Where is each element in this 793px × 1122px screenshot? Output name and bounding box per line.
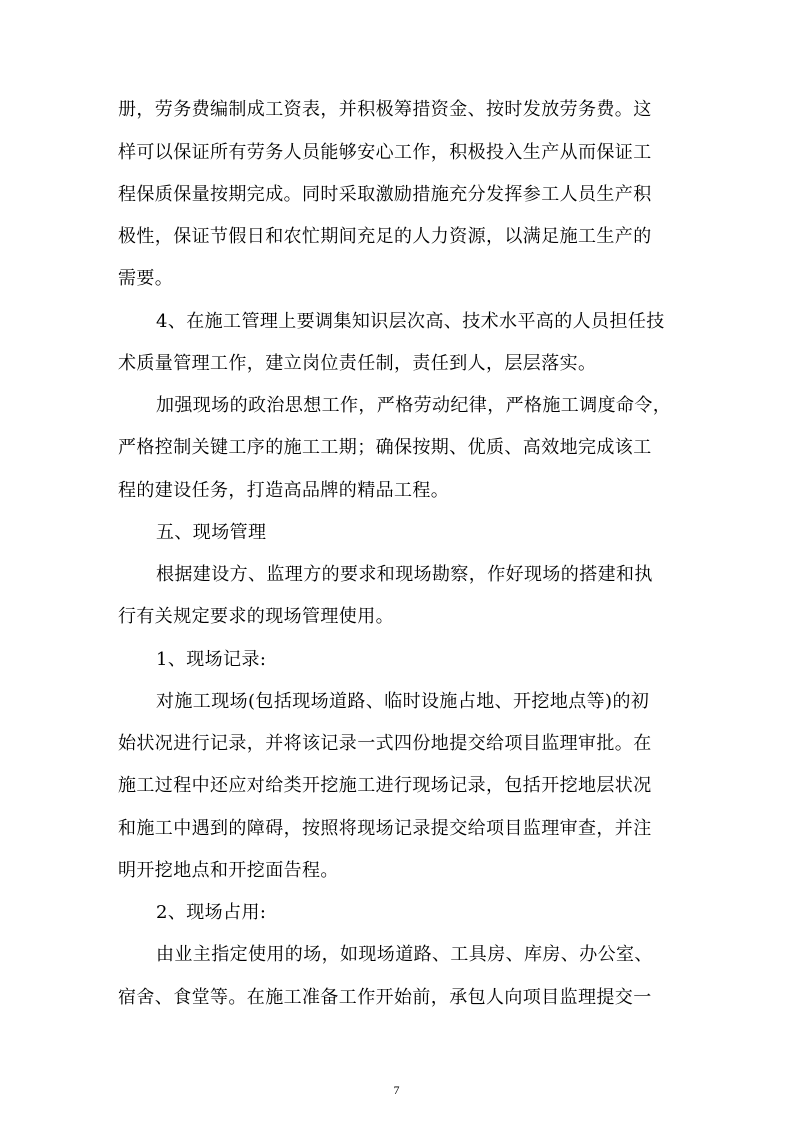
text-line: 宿舍、食堂等。在施工准备工作开始前，承包人向项目监理提交一	[118, 987, 652, 1008]
text-line: 术质量管理工作，建立岗位责任制，责任到人，层层落实。	[118, 353, 597, 374]
text-line: 需要。	[118, 268, 174, 289]
text-line: 明开挖地点和开挖面告程。	[118, 860, 339, 881]
text-line: 由业主指定使用的场，如现场道路、工具房、库房、办公室、	[156, 944, 653, 965]
section-heading: 五、现场管理	[156, 522, 267, 543]
text-line: 程保质保量按期完成。同时采取激励措施充分发挥参工人员生产积	[118, 184, 652, 205]
subsection-heading: 2、现场占用:	[156, 902, 267, 923]
text-line: 行有关规定要求的现场管理使用。	[118, 606, 394, 627]
subsection-heading: 1、现场记录:	[156, 649, 267, 670]
page-number: 7	[393, 1083, 400, 1097]
text-line: 对施工现场(包括现场道路、临时设施占地、开挖地点等)的初	[156, 691, 650, 712]
text-line: 极性，保证节假日和农忙期间充足的人力资源，以满足施工生产的	[118, 226, 652, 247]
text-line: 册，劳务费编制成工资表，并积极筹措资金、按时发放劳务费。这	[118, 99, 652, 120]
text-line: 样可以保证所有劳务人员能够安心工作，积极投入生产从而保证工	[118, 142, 652, 163]
text-line: 始状况进行记录，并将该记录一式四份地提交给项目监理审批。在	[118, 733, 652, 754]
text-line: 严格控制关键工序的施工工期；确保按期、优质、高效地完成该工	[118, 437, 652, 458]
text-line: 和施工中遇到的障碍，按照将现场记录提交给项目监理审查，并注	[118, 818, 652, 839]
text-line: 施工过程中还应对给类开挖施工进行现场记录，包括开挖地层状况	[118, 775, 652, 796]
text-line: 程的建设任务，打造高品牌的精品工程。	[118, 480, 450, 501]
text-line: 加强现场的政治思想工作，严格劳动纪律，严格施工调度命令，	[156, 395, 672, 416]
text-line: 根据建设方、监理方的要求和现场勘察，作好现场的搭建和执	[156, 564, 653, 585]
text-line: 4、在施工管理上要调集知识层次高、技术水平高的人员担任技	[156, 311, 665, 332]
